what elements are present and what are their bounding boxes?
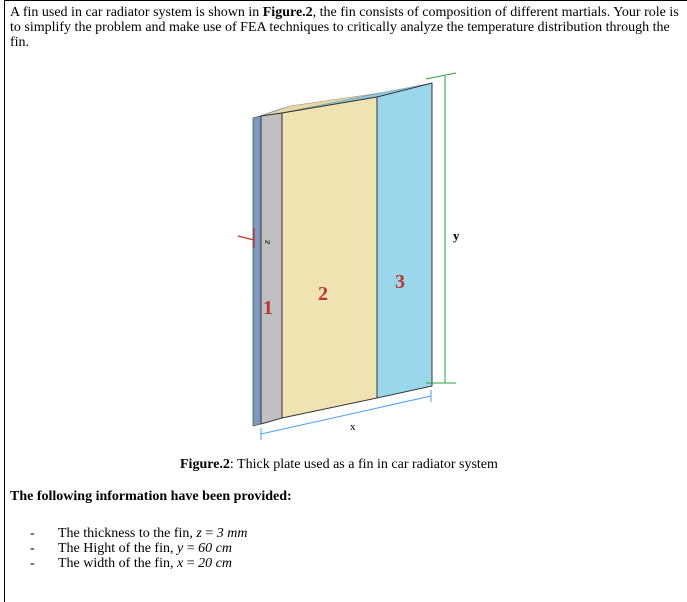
list-dash: -	[30, 556, 35, 571]
list-item-width: - The width of the fin, x = 20 cm	[30, 556, 232, 571]
intro-paragraph: A fin used in car radiator system is shown in Figure.2, the fin consists of composition of different martials. Your role is to simplify the problem and make use of FEA techniques to critically analyze the temperature distribution through the fin.	[10, 5, 679, 50]
axis-z-label: z	[261, 238, 274, 246]
axis-x-label: x	[350, 421, 356, 433]
figure-reference: Figure.2	[262, 5, 313, 20]
layer2-face	[282, 97, 377, 418]
list-dash: -	[30, 541, 35, 556]
list-item-height: - The Hight of the fin, y = 60 cm	[30, 541, 232, 556]
layer1-edge	[253, 116, 261, 426]
info-list	[30, 526, 248, 571]
layer1-face	[261, 113, 282, 424]
thickness-marker-1	[238, 236, 254, 240]
list-item-thickness: - The thickness to the fin, z = 3 mm	[30, 526, 248, 541]
axis-y-label: y	[453, 228, 460, 243]
region-3-label: 3	[395, 271, 405, 293]
region-1-label: 1	[263, 297, 273, 319]
height-tick-top	[426, 73, 456, 79]
layer3-face	[377, 83, 432, 398]
info-heading: The following information have been provided:	[10, 489, 292, 504]
region-2-label: 2	[318, 283, 328, 305]
list-dash: -	[30, 526, 35, 541]
figure-caption: Figure.2: Thick plate used as a fin in car radiator system	[180, 457, 498, 472]
